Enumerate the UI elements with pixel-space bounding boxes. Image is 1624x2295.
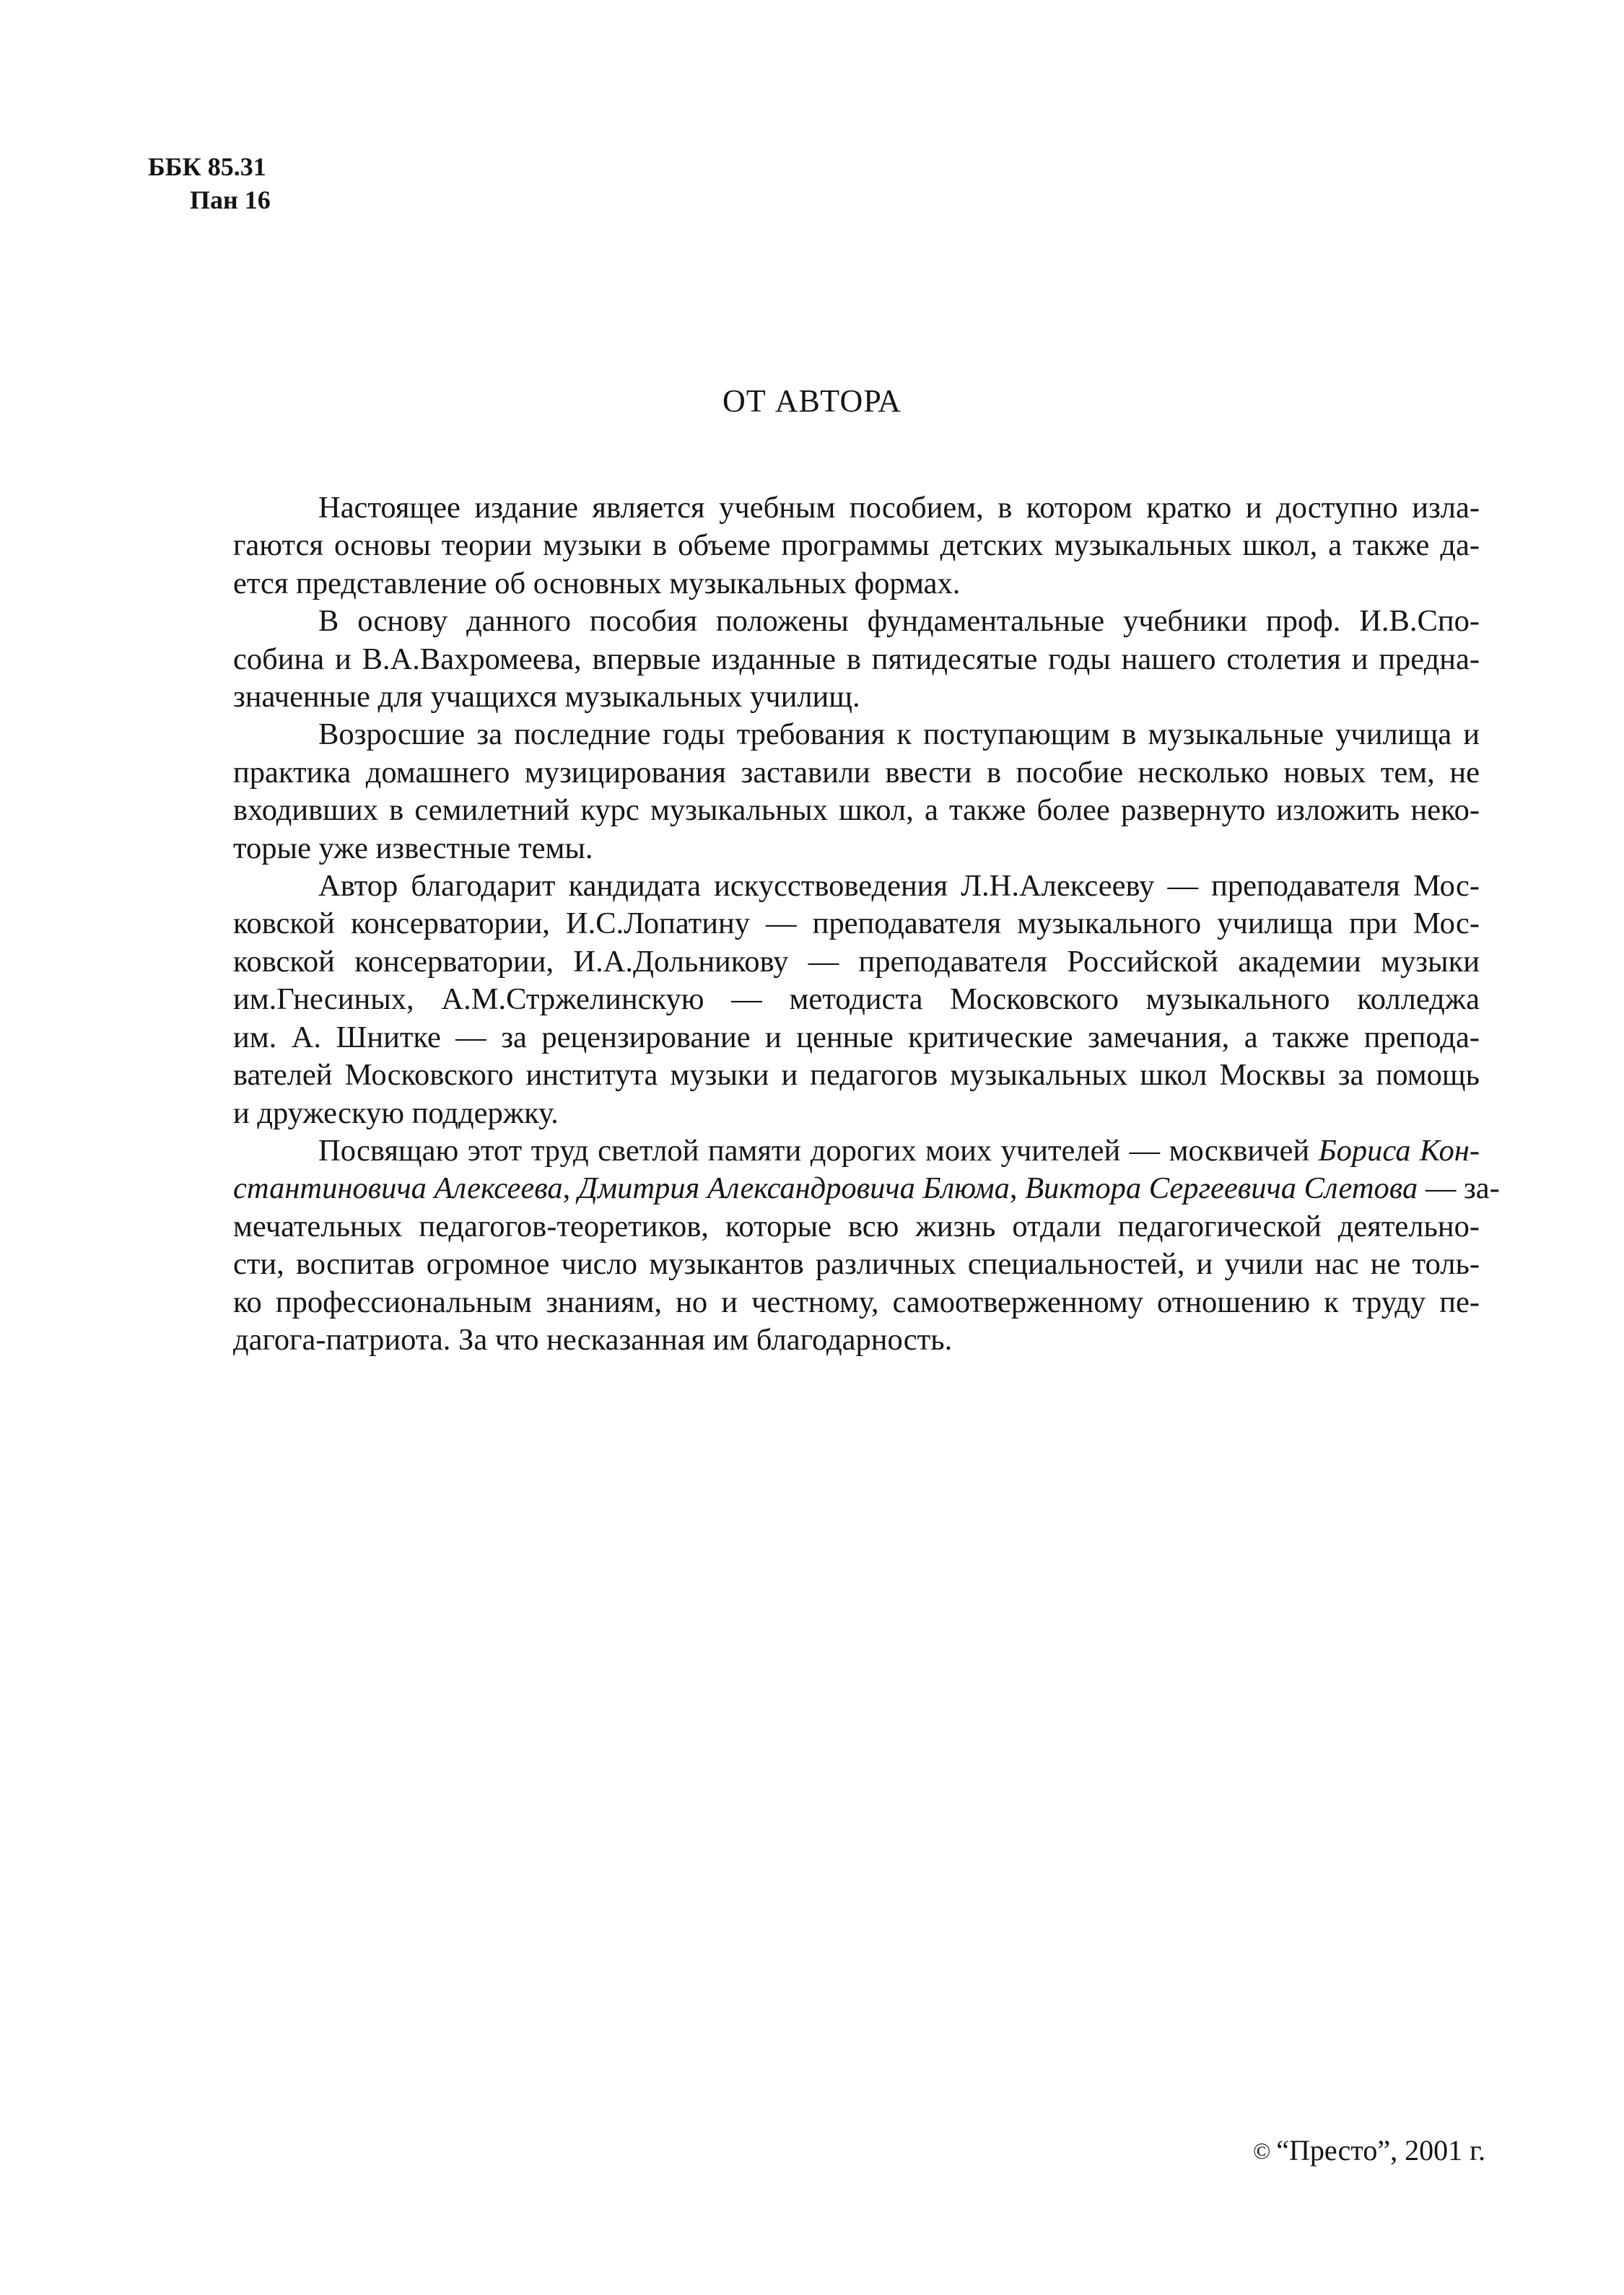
- text-line: [148, 1132, 1480, 1170]
- text-line: дагога-патриота. За что несказанная им благодарность.: [233, 1322, 953, 1357]
- teacher-name: Дмитрия Александровича Блюма: [577, 1171, 1010, 1206]
- bbk-index: [148, 150, 271, 217]
- text-line: ко профессиональным знаниям, но и честному, самоотверженному отношению к труду пе-: [233, 1285, 1480, 1319]
- text-line: гаются основы теории музыки в объеме программы детских музыкальных школ, а также да-: [233, 528, 1480, 563]
- text-line: им.Гнесиных, А.М.Стржелинскую — методиста Московского музыкального колледжа: [233, 982, 1480, 1017]
- copyright-text: “Престо”, 2001 г.: [1276, 2134, 1485, 2167]
- paragraph-1: [148, 489, 1480, 603]
- paragraph-2: [148, 603, 1480, 716]
- text-line: торые уже известные темы.: [233, 831, 593, 865]
- text-line: практика домашнего музицирования заставили ввести в пособие несколько новых тем, не: [233, 755, 1480, 790]
- separator: ,: [1009, 1171, 1026, 1206]
- paragraph-3: [148, 716, 1480, 867]
- text-line: Возросшие за последние годы требования к поступающим в музыкальные училища и: [318, 717, 1480, 752]
- text-line: мечательных педагогов-теоретиков, которые всю жизнь отдали педагогической деятельно-: [233, 1209, 1480, 1243]
- text-line: собина и В.А.Вахромеева, впервые изданные в пятидесятые годы нашего столетия и предна-: [233, 642, 1480, 676]
- text-line: входивших в семилетний курс музыкальных школ, а также более развернуто изложить неко-: [233, 793, 1480, 828]
- paragraph-5-dedication: [148, 1132, 1500, 1359]
- text-line: ется представление об основных музыкальных формах.: [233, 566, 961, 600]
- bbk-code: ББК 85.31: [148, 152, 266, 181]
- text-line: Автор благодарит кандидата искусствоведения Л.Н.Алексееву — преподавателя Мос-: [318, 869, 1480, 904]
- author-mark: Пан 16: [190, 185, 271, 214]
- text-line: и дружескую поддержку.: [233, 1096, 559, 1130]
- paragraph-4: [148, 867, 1480, 1132]
- teacher-name: Виктора Сергеевича Слетова: [1025, 1171, 1418, 1206]
- teacher-name: стантиновича Алексеева: [233, 1171, 563, 1206]
- text-line: значенные для учащихся музыкальных училищ.: [233, 680, 860, 714]
- text-line: сти, воспитав огромное число музыкантов различных специальностей, и учили нас не толь-: [233, 1247, 1480, 1282]
- separator: ,: [562, 1171, 578, 1206]
- text-line: ковской консерватории, И.А.Дольникову — преподавателя Российской академии музыки: [233, 944, 1480, 979]
- teacher-name: Бориса Кон-: [1318, 1133, 1480, 1168]
- text-line: ковской консерватории, И.С.Лопатину — преподавателя музыкального училища при Мос-: [233, 906, 1480, 941]
- dedication-text: — за-: [1418, 1171, 1500, 1206]
- preface-body: [148, 489, 1500, 1359]
- text-line: им. А. Шнитке — за рецензирование и ценные критические замечания, а также препода-: [233, 1020, 1480, 1054]
- text-line: вателей Московского института музыки и педагогов музыкальных школ Москвы за помощь: [233, 1058, 1480, 1093]
- copyright-icon: ©: [1252, 2138, 1271, 2164]
- page-title: ОТ АВТОРА: [722, 383, 902, 419]
- copyright-notice: [1253, 2133, 1485, 2169]
- text-line: В основу данного пособия положены фундаментальные учебники проф. И.В.Спо-: [318, 604, 1480, 639]
- text-line: [148, 1170, 1500, 1207]
- text-line: Настоящее издание является учебным пособием, в котором кратко и доступно изла-: [318, 491, 1480, 525]
- dedication-text: Посвящаю этот труд светлой памяти дорогих моих учителей — москвичей: [318, 1133, 1319, 1168]
